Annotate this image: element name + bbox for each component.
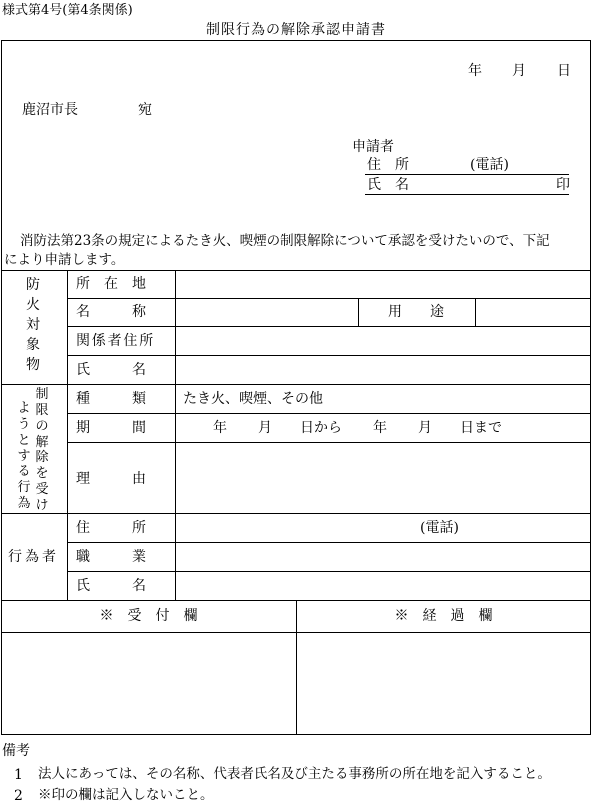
applicant-phone-label: (電話) xyxy=(470,157,509,173)
date-day: 日 xyxy=(557,63,571,79)
applicant-name-label: 氏 名 xyxy=(367,177,409,193)
act-type-label: 種 類 xyxy=(76,391,146,407)
period-year2: 年 xyxy=(373,420,387,436)
date-month: 月 xyxy=(512,63,526,79)
applicant-label: 申請者 xyxy=(352,139,394,155)
act-type-value: たき火、喫煙、その他 xyxy=(183,391,323,407)
applicant-address-label: 住 所 xyxy=(367,157,409,173)
period-from: 日から xyxy=(300,420,342,436)
period-to: 日まで xyxy=(460,420,502,436)
reception-column-label: ※ 受 付 欄 xyxy=(99,608,198,624)
notes-heading: 備考 xyxy=(2,743,30,759)
target-use-label: 用 途 xyxy=(388,304,444,320)
seal-mark: 印 xyxy=(556,177,570,193)
period-month: 月 xyxy=(258,420,272,436)
note-1-text: 法人にあっては、その名称、代表者氏名及び主たる事務所の所在地を記入すること。 xyxy=(38,766,551,782)
applicant-address-underline xyxy=(365,174,569,175)
actor-phone-label: (電話) xyxy=(420,520,459,536)
actor-address-label: 住 所 xyxy=(76,520,146,536)
period-year: 年 xyxy=(213,420,227,436)
act-period-label: 期 間 xyxy=(76,420,146,436)
actor-occupation-label: 職 業 xyxy=(76,549,146,565)
statement-line1: 消防法第23条の規定によるたき火、喫煙の制限解除について承認を受けたいので、下記 xyxy=(20,233,550,249)
act-reason-label: 理 由 xyxy=(76,471,146,487)
date-year: 年 xyxy=(468,63,482,79)
target-group-label: 防火対象物 xyxy=(26,277,40,373)
form-number: 様式第4号(第4条関係) xyxy=(2,3,133,18)
applicant-name-underline xyxy=(365,194,569,195)
note-2-number: 2 xyxy=(14,788,23,804)
addressee-suffix: 宛 xyxy=(138,102,152,118)
manager-address-label: 関係者住所 xyxy=(76,333,155,349)
act-group-label-line1: 制限の解除を受け xyxy=(35,387,49,514)
target-name-label: 名 称 xyxy=(76,304,146,320)
note-1-number: 1 xyxy=(14,767,23,783)
page-title: 制限行為の解除承認申請書 xyxy=(206,22,386,38)
actor-group-label: 行為者 xyxy=(8,549,59,565)
note-2-text: ※印の欄は記入しないこと。 xyxy=(38,787,214,803)
progress-column-label: ※ 経 過 欄 xyxy=(394,608,493,624)
addressee: 鹿沼市長 xyxy=(22,102,78,118)
statement-line2: により申請します。 xyxy=(4,252,125,268)
target-location-label: 所 在 地 xyxy=(76,276,146,292)
act-group-label-line2: ようとする行為 xyxy=(17,401,31,512)
actor-name-label: 氏 名 xyxy=(76,578,146,594)
target-person-name-label: 氏 名 xyxy=(76,362,146,378)
period-month2: 月 xyxy=(418,420,432,436)
